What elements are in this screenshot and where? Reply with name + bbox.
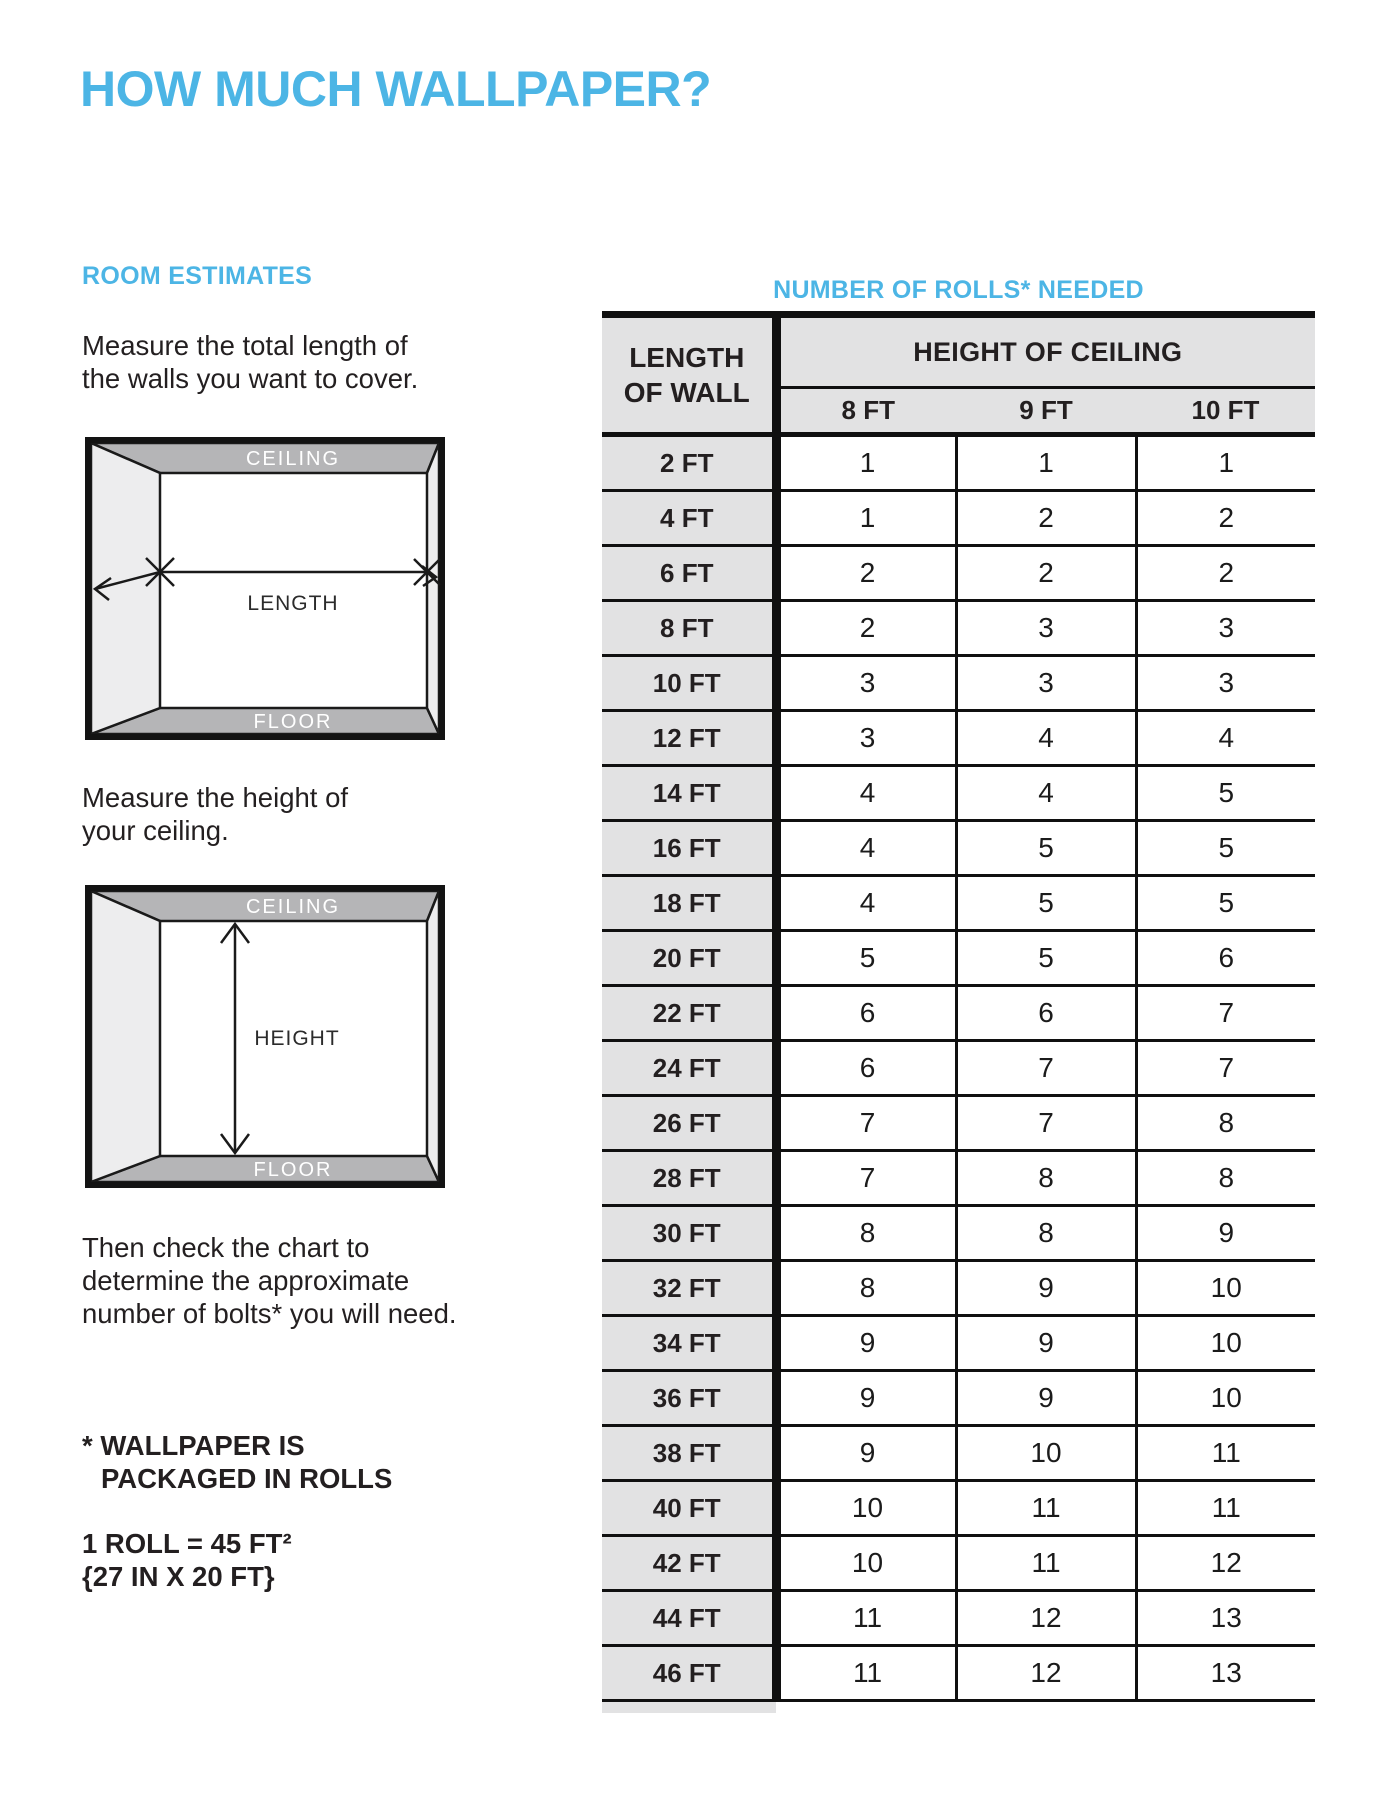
height-label: HEIGHT: [254, 1027, 340, 1050]
check-chart-line1: Then check the chart to: [82, 1232, 370, 1263]
row-value-cell: 4: [776, 876, 956, 931]
row-length-cell: 28 FT: [602, 1151, 776, 1206]
row-value-cell: 13: [1136, 1646, 1315, 1701]
row-value-cell: 8: [1136, 1151, 1315, 1206]
wallpaper-rolls-note: [82, 1429, 392, 1495]
table-row: [602, 1481, 1315, 1536]
table-row: [602, 1426, 1315, 1481]
row-value-cell: 7: [776, 1151, 956, 1206]
row-value-cell: 9: [776, 1371, 956, 1426]
table-row: [602, 821, 1315, 876]
row-value-cell: 2: [1136, 491, 1315, 546]
row-value-cell: 7: [956, 1096, 1136, 1151]
row-length-cell: 8 FT: [602, 601, 776, 656]
table-row: [602, 1041, 1315, 1096]
row-value-cell: 10: [1136, 1371, 1315, 1426]
col-header-10ft: 10 FT: [1136, 388, 1315, 435]
row-length-cell: 26 FT: [602, 1096, 776, 1151]
row-length-cell: 12 FT: [602, 711, 776, 766]
row-length-cell: 2 FT: [602, 435, 776, 491]
row-value-cell: 4: [956, 766, 1136, 821]
ceiling-label: CEILING: [245, 896, 341, 918]
table-row: [602, 711, 1315, 766]
table-row: [602, 435, 1315, 491]
row-value-cell: 3: [776, 711, 956, 766]
row-value-cell: 10: [776, 1481, 956, 1536]
row-length-cell: 20 FT: [602, 931, 776, 986]
row-length-cell: 4 FT: [602, 491, 776, 546]
row-value-cell: 3: [776, 656, 956, 711]
ceiling-label: CEILING: [245, 448, 341, 470]
measure-length-text: [82, 329, 418, 395]
row-value-cell: 10: [1136, 1316, 1315, 1371]
right-wall-panel: [427, 891, 439, 1182]
row-value-cell: 5: [1136, 876, 1315, 931]
row-value-cell: 12: [956, 1591, 1136, 1646]
row-value-cell: 8: [956, 1206, 1136, 1261]
rolls-needed-heading: NUMBER OF ROLLS* NEEDED: [773, 276, 1144, 304]
row-value-cell: 9: [956, 1316, 1136, 1371]
row-value-cell: 4: [956, 711, 1136, 766]
table-row: [602, 876, 1315, 931]
row-value-cell: 1: [776, 435, 956, 491]
row-value-cell: 11: [1136, 1481, 1315, 1536]
row-value-cell: 4: [776, 766, 956, 821]
row-value-cell: 12: [956, 1646, 1136, 1701]
table-row: [602, 1536, 1315, 1591]
measure-height-line1: Measure the height of: [82, 782, 349, 813]
row-value-cell: 5: [956, 931, 1136, 986]
row-value-cell: 5: [956, 821, 1136, 876]
page-title: HOW MUCH WALLPAPER?: [80, 61, 712, 117]
table-row: [602, 1316, 1315, 1371]
room-height-diagram: [85, 885, 445, 1188]
row-value-cell: 2: [956, 491, 1136, 546]
row-value-cell: 10: [956, 1426, 1136, 1481]
row-value-cell: 6: [956, 986, 1136, 1041]
row-value-cell: 13: [1136, 1591, 1315, 1646]
row-value-cell: 9: [776, 1426, 956, 1481]
length-of-wall-header: [602, 315, 776, 435]
row-value-cell: 9: [1136, 1206, 1315, 1261]
row-value-cell: 8: [956, 1151, 1136, 1206]
row-length-cell: 6 FT: [602, 546, 776, 601]
left-wall-panel: [91, 891, 160, 1182]
row-value-cell: 5: [1136, 766, 1315, 821]
row-length-cell: 40 FT: [602, 1481, 776, 1536]
height-of-ceiling-header: HEIGHT OF CEILING: [776, 315, 1315, 388]
table-row: [602, 986, 1315, 1041]
table-row: [602, 1591, 1315, 1646]
rolls-note-line2: PACKAGED IN ROLLS: [101, 1463, 393, 1494]
row-length-cell: 32 FT: [602, 1261, 776, 1316]
row-length-cell: 24 FT: [602, 1041, 776, 1096]
measure-length-line1: Measure the total length of: [82, 330, 408, 361]
rolls-table-header: [602, 315, 1315, 435]
row-value-cell: 10: [776, 1536, 956, 1591]
roll-size-line2: {27 IN X 20 FT}: [82, 1561, 275, 1592]
check-chart-line3: number of bolts* you will need.: [82, 1298, 457, 1329]
table-left-column-stub: [602, 1702, 776, 1713]
rolls-table: [602, 311, 1315, 1702]
row-value-cell: 11: [776, 1646, 956, 1701]
row-value-cell: 12: [1136, 1536, 1315, 1591]
check-chart-text: [82, 1231, 457, 1330]
row-value-cell: 7: [956, 1041, 1136, 1096]
table-row: [602, 1371, 1315, 1426]
col-header-8ft: 8 FT: [776, 388, 956, 435]
row-length-cell: 46 FT: [602, 1646, 776, 1701]
right-wall-panel: [427, 443, 439, 734]
row-value-cell: 7: [1136, 986, 1315, 1041]
table-row: [602, 656, 1315, 711]
row-length-cell: 22 FT: [602, 986, 776, 1041]
table-row: [602, 546, 1315, 601]
measure-height-line2: your ceiling.: [82, 815, 229, 846]
row-value-cell: 1: [1136, 435, 1315, 491]
row-value-cell: 3: [956, 601, 1136, 656]
row-value-cell: 9: [776, 1316, 956, 1371]
table-row: [602, 601, 1315, 656]
row-value-cell: 2: [956, 546, 1136, 601]
row-value-cell: 11: [956, 1536, 1136, 1591]
row-value-cell: 6: [776, 1041, 956, 1096]
room-estimates-heading: ROOM ESTIMATES: [82, 262, 313, 290]
table-row: [602, 931, 1315, 986]
row-value-cell: 6: [776, 986, 956, 1041]
row-value-cell: 2: [1136, 546, 1315, 601]
check-chart-line2: determine the approximate: [82, 1265, 410, 1296]
col-header-9ft: 9 FT: [956, 388, 1136, 435]
row-value-cell: 7: [776, 1096, 956, 1151]
row-length-cell: 14 FT: [602, 766, 776, 821]
row-value-cell: 8: [776, 1261, 956, 1316]
measure-length-line2: the walls you want to cover.: [82, 363, 419, 394]
table-row: [602, 1206, 1315, 1261]
row-length-cell: 44 FT: [602, 1591, 776, 1646]
row-length-cell: 16 FT: [602, 821, 776, 876]
table-row: [602, 1261, 1315, 1316]
row-value-cell: 11: [1136, 1426, 1315, 1481]
row-value-cell: 7: [1136, 1041, 1315, 1096]
row-value-cell: 4: [1136, 711, 1315, 766]
row-value-cell: 8: [1136, 1096, 1315, 1151]
row-value-cell: 10: [1136, 1261, 1315, 1316]
row-value-cell: 5: [776, 931, 956, 986]
length-label: LENGTH: [247, 592, 339, 615]
row-value-cell: 5: [1136, 821, 1315, 876]
row-length-cell: 42 FT: [602, 1536, 776, 1591]
row-value-cell: 8: [776, 1206, 956, 1261]
row-value-cell: 9: [956, 1261, 1136, 1316]
row-value-cell: 11: [776, 1591, 956, 1646]
roll-size-note: [82, 1527, 292, 1593]
row-value-cell: 11: [956, 1481, 1136, 1536]
length-of-wall-line2: OF WALL: [623, 377, 750, 408]
row-length-cell: 38 FT: [602, 1426, 776, 1481]
table-row: [602, 491, 1315, 546]
row-value-cell: 2: [776, 601, 956, 656]
floor-label: FLOOR: [253, 1159, 333, 1181]
row-value-cell: 1: [956, 435, 1136, 491]
floor-label: FLOOR: [253, 711, 333, 733]
row-value-cell: 4: [776, 821, 956, 876]
row-value-cell: 2: [776, 546, 956, 601]
length-of-wall-line1: LENGTH: [629, 342, 745, 373]
row-value-cell: 3: [956, 656, 1136, 711]
row-length-cell: 36 FT: [602, 1371, 776, 1426]
table-row: [602, 766, 1315, 821]
row-value-cell: 3: [1136, 601, 1315, 656]
row-value-cell: 5: [956, 876, 1136, 931]
table-row: [602, 1151, 1315, 1206]
roll-size-line1: 1 ROLL = 45 FT²: [82, 1528, 292, 1559]
row-length-cell: 34 FT: [602, 1316, 776, 1371]
row-value-cell: 6: [1136, 931, 1315, 986]
row-length-cell: 30 FT: [602, 1206, 776, 1261]
room-length-diagram: [85, 437, 445, 740]
table-row: [602, 1646, 1315, 1701]
rolls-table-container: [602, 311, 1315, 1713]
rolls-note-line1: * WALLPAPER IS: [82, 1430, 305, 1461]
row-value-cell: 9: [956, 1371, 1136, 1426]
row-length-cell: 18 FT: [602, 876, 776, 931]
table-row: [602, 1096, 1315, 1151]
row-value-cell: 3: [1136, 656, 1315, 711]
measure-height-text: [82, 781, 348, 847]
rolls-table-body: [602, 435, 1315, 1701]
row-length-cell: 10 FT: [602, 656, 776, 711]
row-value-cell: 1: [776, 491, 956, 546]
